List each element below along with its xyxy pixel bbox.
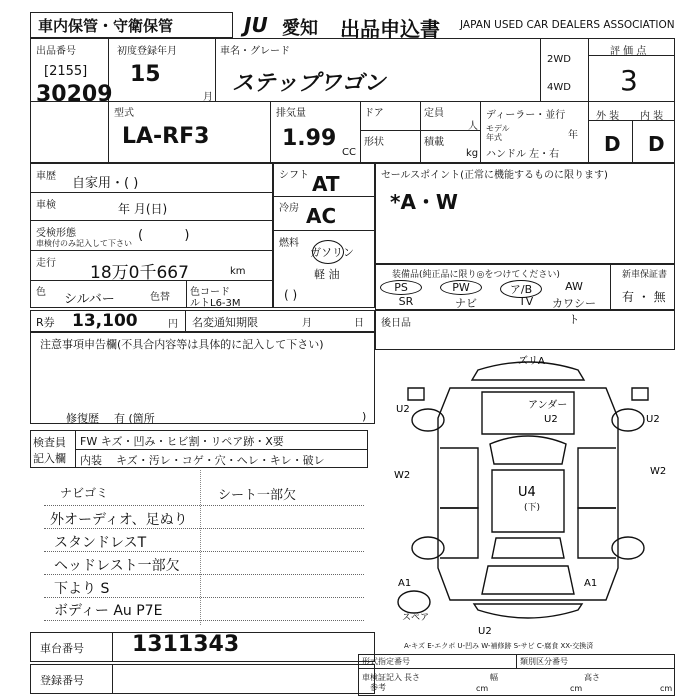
note-line-7: ボディー Au P7E bbox=[54, 603, 163, 619]
shape-label: 形状 bbox=[364, 137, 384, 148]
note-line-6: 下より S bbox=[54, 581, 110, 597]
warranty-label: 新車保証書 bbox=[622, 270, 668, 280]
form-title: 出品申込書 bbox=[340, 17, 440, 41]
fuel-paren: ( ) bbox=[284, 288, 298, 302]
assoc-name: JAPAN USED CAR DEALERS ASSOCIATION bbox=[460, 19, 675, 31]
sales-value: *A・W bbox=[390, 190, 458, 214]
diagram-side-note-5: U2 bbox=[478, 626, 492, 637]
person-char: 人 bbox=[468, 121, 478, 132]
equipment-label: 装備品(純正品に限り◎をつけてください) bbox=[392, 270, 560, 280]
spare-label: スペア bbox=[402, 613, 430, 623]
cc-unit: CC bbox=[342, 147, 356, 158]
recycle-label: R券 bbox=[36, 316, 55, 329]
eval-value: 3 bbox=[620, 64, 638, 97]
color-value: シルバー bbox=[64, 292, 115, 307]
note-line-5: ヘッドレスト一部欠 bbox=[54, 558, 180, 574]
width-label: 幅 bbox=[490, 673, 498, 682]
cert-sub: 参考 bbox=[370, 683, 386, 692]
drive-2wd: 2WD bbox=[547, 54, 571, 65]
sales-label: セールスポイント(正常に機能するものに限ります) bbox=[381, 170, 608, 181]
capacity-label: 定員 bbox=[424, 108, 444, 119]
lot-label: 出品番号 bbox=[36, 46, 76, 57]
shift-value: AT bbox=[312, 172, 340, 196]
height-label: 高さ bbox=[584, 673, 600, 682]
equipment-item: カワシート bbox=[552, 297, 596, 326]
model-label: 型式 bbox=[114, 108, 134, 119]
equipment-item: TV bbox=[518, 295, 534, 308]
fuel-diesel: 軽 油 bbox=[314, 268, 340, 281]
chassis-value: 1311343 bbox=[132, 632, 240, 657]
equipment-item: SR bbox=[398, 295, 414, 308]
acceptance-label: 受検形態 bbox=[36, 228, 76, 239]
diagram-side-note-6: A1 bbox=[398, 578, 412, 589]
equipment-item: PS bbox=[380, 280, 422, 295]
later-box bbox=[375, 310, 675, 350]
diagram-side-note-3: W2 bbox=[650, 466, 667, 477]
repair-label: 修復歴 bbox=[66, 412, 99, 425]
mileage-value: 18万0千667 bbox=[90, 263, 189, 283]
equipment-item: ア/B bbox=[500, 280, 542, 298]
note-line-2: シート一部欠 bbox=[218, 488, 297, 503]
loading-label: 積載 bbox=[424, 137, 444, 148]
equipment-item: PW bbox=[440, 280, 482, 295]
deadline-month: 月 bbox=[302, 318, 312, 329]
dealer-label: ディーラー・並行 bbox=[486, 110, 566, 121]
diagram-legend: A-キズ E-エクボ U-凹み W-補修跡 S-サビ C-腐食 XX-交換済 bbox=[404, 642, 594, 650]
later-label: 後日品 bbox=[381, 318, 411, 329]
diagram-side-note-2: W2 bbox=[394, 470, 411, 481]
interior-value: D bbox=[648, 132, 665, 156]
notes-label: 注意事項申告欄(不具合内容等は具体的に記入して下さい) bbox=[40, 338, 324, 351]
diagram-note-right-2: U2 bbox=[544, 414, 558, 425]
fuel-gas: ガソリン bbox=[310, 246, 354, 259]
note-line-1: ナビゴミ bbox=[60, 486, 109, 500]
history-value: 自家用・( ) bbox=[72, 176, 139, 191]
car-name-value: ステップワゴン bbox=[232, 71, 386, 96]
inspection-label: 車検 bbox=[36, 200, 56, 211]
diagram-side-note-1: U2 bbox=[396, 404, 410, 415]
displacement-value: 1.99 bbox=[282, 126, 337, 151]
diagram-side-note-4: U2 bbox=[646, 414, 660, 425]
equipment-item: AW bbox=[565, 280, 583, 293]
shift-label: シフト bbox=[279, 170, 309, 181]
lot-sub: [2155] bbox=[44, 64, 88, 79]
interior-label: 内 装 bbox=[640, 111, 664, 122]
door-label: ドア bbox=[364, 108, 384, 119]
cooling-label: 冷房 bbox=[279, 203, 299, 214]
width-cm: cm bbox=[570, 684, 583, 693]
org-name: 愛知 bbox=[282, 18, 318, 39]
diagram-note-mid: U4 bbox=[518, 485, 536, 500]
acceptance-sub: 車検付のみ記入して下さい bbox=[36, 239, 132, 248]
ju-logo: JU bbox=[244, 13, 268, 37]
diagram-note-right-1: アンダー bbox=[528, 400, 568, 411]
reg-label: 登録番号 bbox=[40, 674, 84, 687]
kg-unit: kg bbox=[466, 148, 479, 159]
displacement-label: 排気量 bbox=[276, 108, 306, 119]
color-label: 色 bbox=[36, 287, 46, 298]
inspector-row-2: キズ・汚レ・コゲ・穴・ヘレ・キレ・破レ bbox=[116, 454, 325, 467]
length-cm: cm bbox=[476, 684, 489, 693]
chassis-label: 車台番号 bbox=[40, 642, 84, 655]
yen-char: 円 bbox=[168, 319, 178, 330]
repair-value: 有 (箇所 bbox=[114, 412, 155, 425]
note-line-3: 外オーディオ、足ぬり bbox=[50, 512, 188, 528]
first-reg-value: 15 bbox=[130, 62, 161, 87]
cooling-value: AC bbox=[306, 204, 337, 228]
repaint-label: 色替 bbox=[150, 292, 170, 303]
fuel-label: 燃料 bbox=[279, 238, 299, 249]
year-char: 年 bbox=[568, 130, 578, 141]
acceptance-paren: ( ) bbox=[138, 228, 190, 243]
car-diagram bbox=[378, 348, 678, 640]
repair-close: ) bbox=[362, 410, 367, 423]
warranty-value: 有 ・ 無 bbox=[622, 290, 666, 304]
mileage-label: 走行 bbox=[36, 258, 56, 269]
diagram-note-top: ズリA bbox=[518, 356, 545, 367]
first-reg-label: 初度登録年月 bbox=[117, 46, 177, 57]
deadline-day: 日 bbox=[354, 318, 364, 329]
eval-label: 評 価 点 bbox=[610, 46, 647, 57]
history-label: 車歴 bbox=[36, 171, 56, 182]
color-code-value: ルトL6-3M bbox=[190, 298, 241, 309]
recycle-value: 13,100 bbox=[72, 311, 138, 331]
inspector-label-2: 記入欄 bbox=[33, 452, 66, 465]
diagram-side-note-7: A1 bbox=[584, 578, 598, 589]
cert-label: 車検証記入 bbox=[362, 673, 402, 682]
header-title: 車内保管・守衛保管 bbox=[38, 17, 174, 35]
inspector-row-1: FW キズ・凹み・ヒビ割・リペア跡・X要 bbox=[80, 435, 284, 448]
handle-label: ハンドル 左・右 bbox=[486, 149, 560, 160]
month-char: 月 bbox=[203, 92, 213, 103]
fuel-circle bbox=[312, 240, 344, 264]
type-spec-label: 形式指定番号 bbox=[362, 657, 410, 666]
model-value: LA-RF3 bbox=[122, 124, 210, 149]
exterior-value: D bbox=[604, 132, 621, 156]
length-label: 長さ bbox=[404, 673, 420, 682]
exterior-label: 外 装 bbox=[596, 111, 620, 122]
lot-number: 30209 bbox=[36, 82, 113, 107]
car-name-label: 車名・グレード bbox=[220, 46, 290, 57]
deadline-label: 名変通知期限 bbox=[192, 316, 258, 329]
note-line-4: スタンドレスT bbox=[54, 535, 147, 551]
color-code-label: 色コード bbox=[190, 287, 230, 298]
inspector-label-1: 検査員 bbox=[33, 436, 66, 449]
class-label: 類別区分番号 bbox=[520, 657, 568, 666]
inspector-row2-label: 内装 bbox=[80, 454, 102, 467]
height-cm: cm bbox=[660, 684, 673, 693]
equipment-item: ナビ bbox=[455, 297, 477, 310]
diagram-note-mid-2: (下) bbox=[524, 503, 541, 513]
model-year-label: モデル 年式 bbox=[486, 124, 510, 142]
km-unit: km bbox=[230, 266, 246, 277]
drive-4wd: 4WD bbox=[547, 82, 571, 93]
inspection-value: 年 月(日) bbox=[118, 202, 168, 216]
